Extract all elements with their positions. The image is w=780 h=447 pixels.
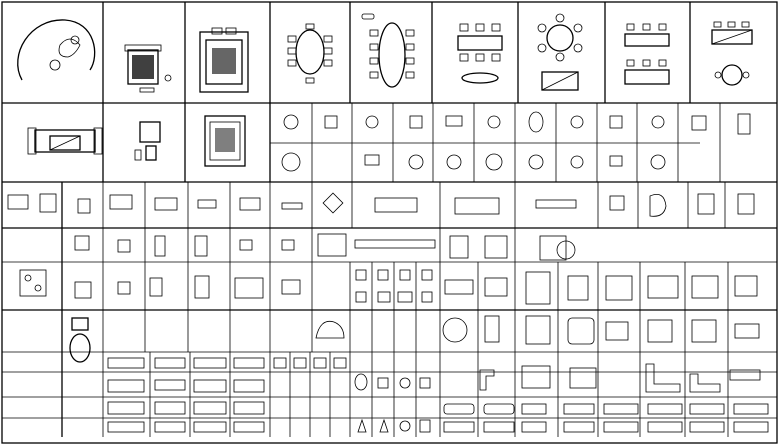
grid-lines	[2, 2, 777, 437]
sofas	[108, 358, 768, 432]
bed-plan-detailed	[205, 116, 245, 166]
office-furniture	[75, 234, 575, 298]
oval-table-8-chairs	[288, 24, 332, 83]
lounge-curved-sofa	[18, 20, 95, 80]
stove-icon	[20, 270, 46, 296]
sheet-border	[2, 2, 777, 443]
sofa-icon	[28, 128, 102, 154]
rect-table-6-chairs	[458, 24, 502, 83]
piano-icon	[316, 321, 344, 338]
armchair-icon	[125, 45, 171, 92]
armchair-corner-set	[135, 122, 160, 160]
bed-icon	[200, 28, 248, 92]
bathroom-fixtures	[274, 358, 430, 432]
toilet-icon	[70, 318, 90, 362]
round-table-7-chairs	[538, 14, 582, 90]
dining-table-pair	[625, 24, 669, 84]
dining-set-pair	[712, 22, 752, 85]
long-oval-table-10-chairs	[362, 14, 414, 87]
desk-icon	[8, 193, 754, 216]
beds	[443, 272, 759, 344]
